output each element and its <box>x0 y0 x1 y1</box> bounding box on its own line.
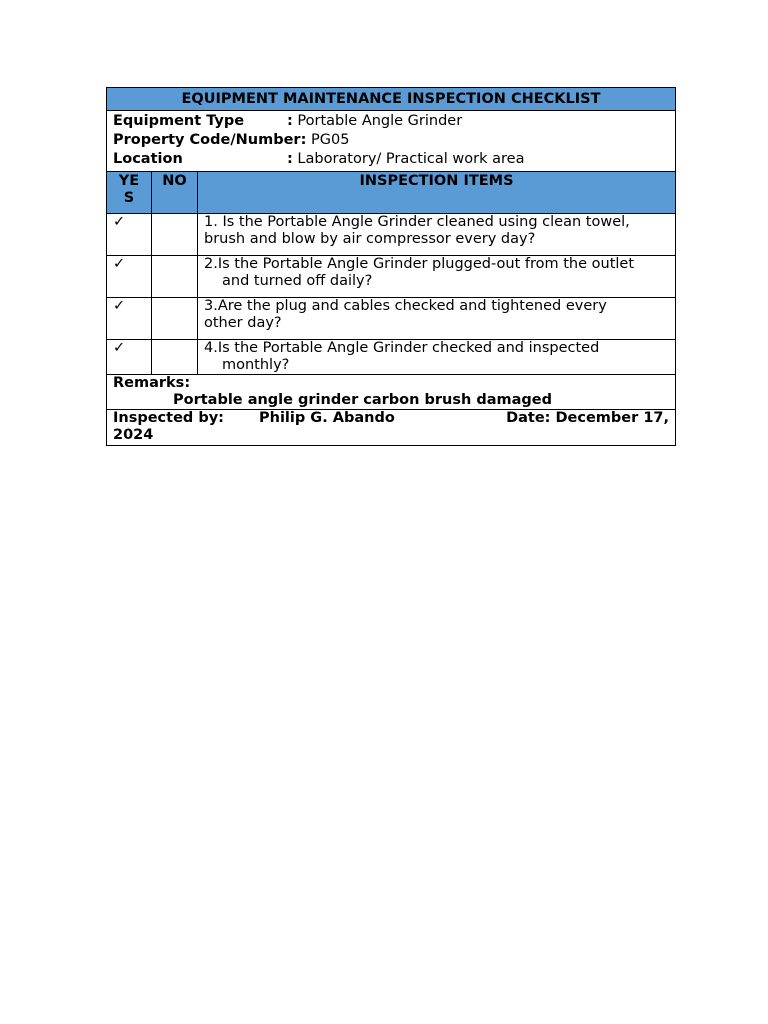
inspection-items-header <box>198 172 676 214</box>
remarks-text: Portable angle grinder carbon brush damaged <box>173 392 553 408</box>
location-colon: : <box>287 151 293 167</box>
remarks-cell <box>107 375 676 410</box>
yes-check-cell[interactable]: ✓ <box>107 298 152 340</box>
equipment-info <box>107 111 676 172</box>
checklist-title: EQUIPMENT MAINTENANCE INSPECTION CHECKLIST <box>107 88 676 111</box>
inspection-checklist-table <box>106 87 676 446</box>
yes-column-header <box>107 172 152 214</box>
yes-check-cell[interactable]: ✓ <box>107 214 152 256</box>
yes-header-line1: YE <box>118 173 140 189</box>
item-line-1: 1. Is the Portable Angle Grinder cleaned using clean towel, <box>204 214 630 230</box>
title-row <box>107 88 676 111</box>
header-row <box>107 172 676 214</box>
equipment-type-colon: : <box>287 113 293 129</box>
no-check-cell[interactable] <box>152 298 198 340</box>
remarks-row <box>107 375 676 410</box>
location-value: Laboratory/ Practical work area <box>297 151 525 167</box>
inspector-name: Philip G. Abando <box>259 410 395 426</box>
inspection-date-year: 2024 <box>113 427 154 443</box>
item-line-1: 3.Are the plug and cables checked and tightened every <box>204 298 607 314</box>
remarks-label: Remarks: <box>113 375 191 391</box>
no-header-label: NO <box>162 173 187 189</box>
inspection-date-label: Date: December 17, <box>506 410 670 426</box>
item-line-1: 4.Is the Portable Angle Grinder checked and inspected <box>204 340 600 356</box>
no-check-cell[interactable] <box>152 256 198 298</box>
item-line-2: and turned off daily? <box>222 273 373 289</box>
no-column-header <box>152 172 198 214</box>
table-row <box>107 298 676 340</box>
item-line-2: brush and blow by air compressor every day? <box>204 231 536 247</box>
inspection-item <box>198 298 676 340</box>
item-line-2: other day? <box>204 315 282 331</box>
yes-header-line2: S <box>123 190 135 206</box>
property-code-value: PG05 <box>311 132 350 148</box>
table-row <box>107 214 676 256</box>
table-row <box>107 256 676 298</box>
equipment-type-value: Portable Angle Grinder <box>297 113 463 129</box>
inspected-by-label: Inspected by: <box>113 410 224 426</box>
location-line <box>113 150 669 169</box>
property-code-label: Property Code/Number: <box>113 132 307 148</box>
signature-row <box>107 410 676 446</box>
location-label: Location <box>113 151 183 167</box>
inspection-item <box>198 214 676 256</box>
yes-check-cell[interactable]: ✓ <box>107 256 152 298</box>
table-row <box>107 340 676 375</box>
inspection-item <box>198 256 676 298</box>
inspection-items-label: INSPECTION ITEMS <box>359 173 514 189</box>
signature-cell <box>107 410 676 446</box>
item-line-2: monthly? <box>222 357 290 373</box>
yes-check-cell[interactable]: ✓ <box>107 340 152 375</box>
no-check-cell[interactable] <box>152 340 198 375</box>
no-check-cell[interactable] <box>152 214 198 256</box>
equipment-type-line <box>113 112 669 131</box>
equipment-type-label: Equipment Type <box>113 113 245 129</box>
property-code-line <box>113 131 669 150</box>
item-line-1: 2.Is the Portable Angle Grinder plugged-out from the outlet <box>204 256 635 272</box>
info-row <box>107 111 676 172</box>
inspection-item <box>198 340 676 375</box>
